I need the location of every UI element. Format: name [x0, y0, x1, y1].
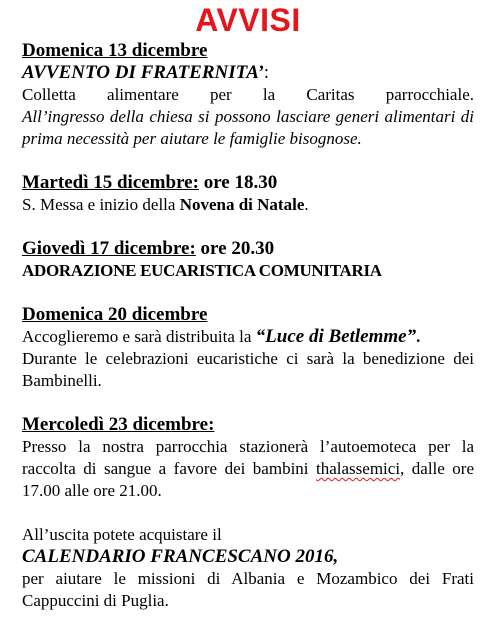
notice-text-after: . [304, 195, 309, 214]
notice-date: Domenica 13 dicembre [22, 40, 208, 61]
notice-text [22, 326, 474, 348]
notice-adoration [22, 238, 474, 282]
notice-text-after: , dalle ore 17.00 alle ore 21.00. [22, 459, 474, 500]
notice-event-colon: : [263, 62, 270, 83]
notice-text-before: S. Messa e inizio della [22, 195, 180, 214]
notice-date: Domenica 20 dicembre [22, 304, 208, 325]
notice-text [22, 436, 474, 502]
notice-quote: “Luce di Betlemme” [255, 326, 417, 347]
notice-text-2: Durante le celebrazioni eucaristiche ci sarà la benedizione dei Bambinelli. [22, 349, 474, 390]
notice-date: Mercoledì 23 dicembre: [22, 414, 215, 435]
notice-light-bethlehem [22, 304, 474, 392]
notice-text: Colletta alimentare per la Caritas parrocchiale. [22, 85, 474, 104]
notice-calendar [22, 524, 474, 612]
notice-adoration-heading: ADORAZIONE EUCARISTICA COMUNITARIA [22, 261, 382, 280]
notice-page [22, 0, 474, 612]
notice-date: Giovedì 17 dicembre: [22, 238, 196, 259]
notice-blood-drive [22, 414, 474, 502]
notice-text [22, 194, 474, 216]
notice-text: All’uscita potete acquistare il [22, 525, 222, 544]
notice-novena [22, 172, 474, 216]
notice-text-before: Accoglieremo e sarà distribuita la [22, 327, 256, 346]
notice-time: ore 18.30 [198, 172, 278, 193]
notice-event-line [22, 62, 474, 84]
page-title: AVVISI [195, 2, 301, 38]
notice-misspelled-word: thalassemici [316, 459, 401, 478]
notice-quote-after: . [416, 327, 421, 346]
notice-fraternity [22, 40, 474, 150]
notice-event-title: AVVENTO DI FRATERNITA’ [22, 62, 264, 83]
notice-italic-text: All’ingresso della chiesa si possono lasciare generi alimentari di prima necessità per aiutare le famiglie bisognose. [22, 107, 474, 148]
notice-date: Martedì 15 dicembre: [22, 172, 199, 193]
notice-calendar-title: CALENDARIO FRANCESCANO 2016, [22, 546, 339, 567]
notice-novena-title: Novena di Natale [179, 195, 305, 214]
notice-text-before: Presso la nostra parrocchia stazionerà l’autoemoteca per la raccolta di sangue a favore dei bambini [22, 437, 474, 478]
notice-date-line [22, 238, 474, 260]
notice-date-line [22, 172, 474, 194]
notice-text-2: per aiutare le missioni di Albania e Mozambico dei Frati Cappuccini di Puglia. [22, 569, 474, 610]
notice-time: ore 20.30 [195, 238, 275, 259]
